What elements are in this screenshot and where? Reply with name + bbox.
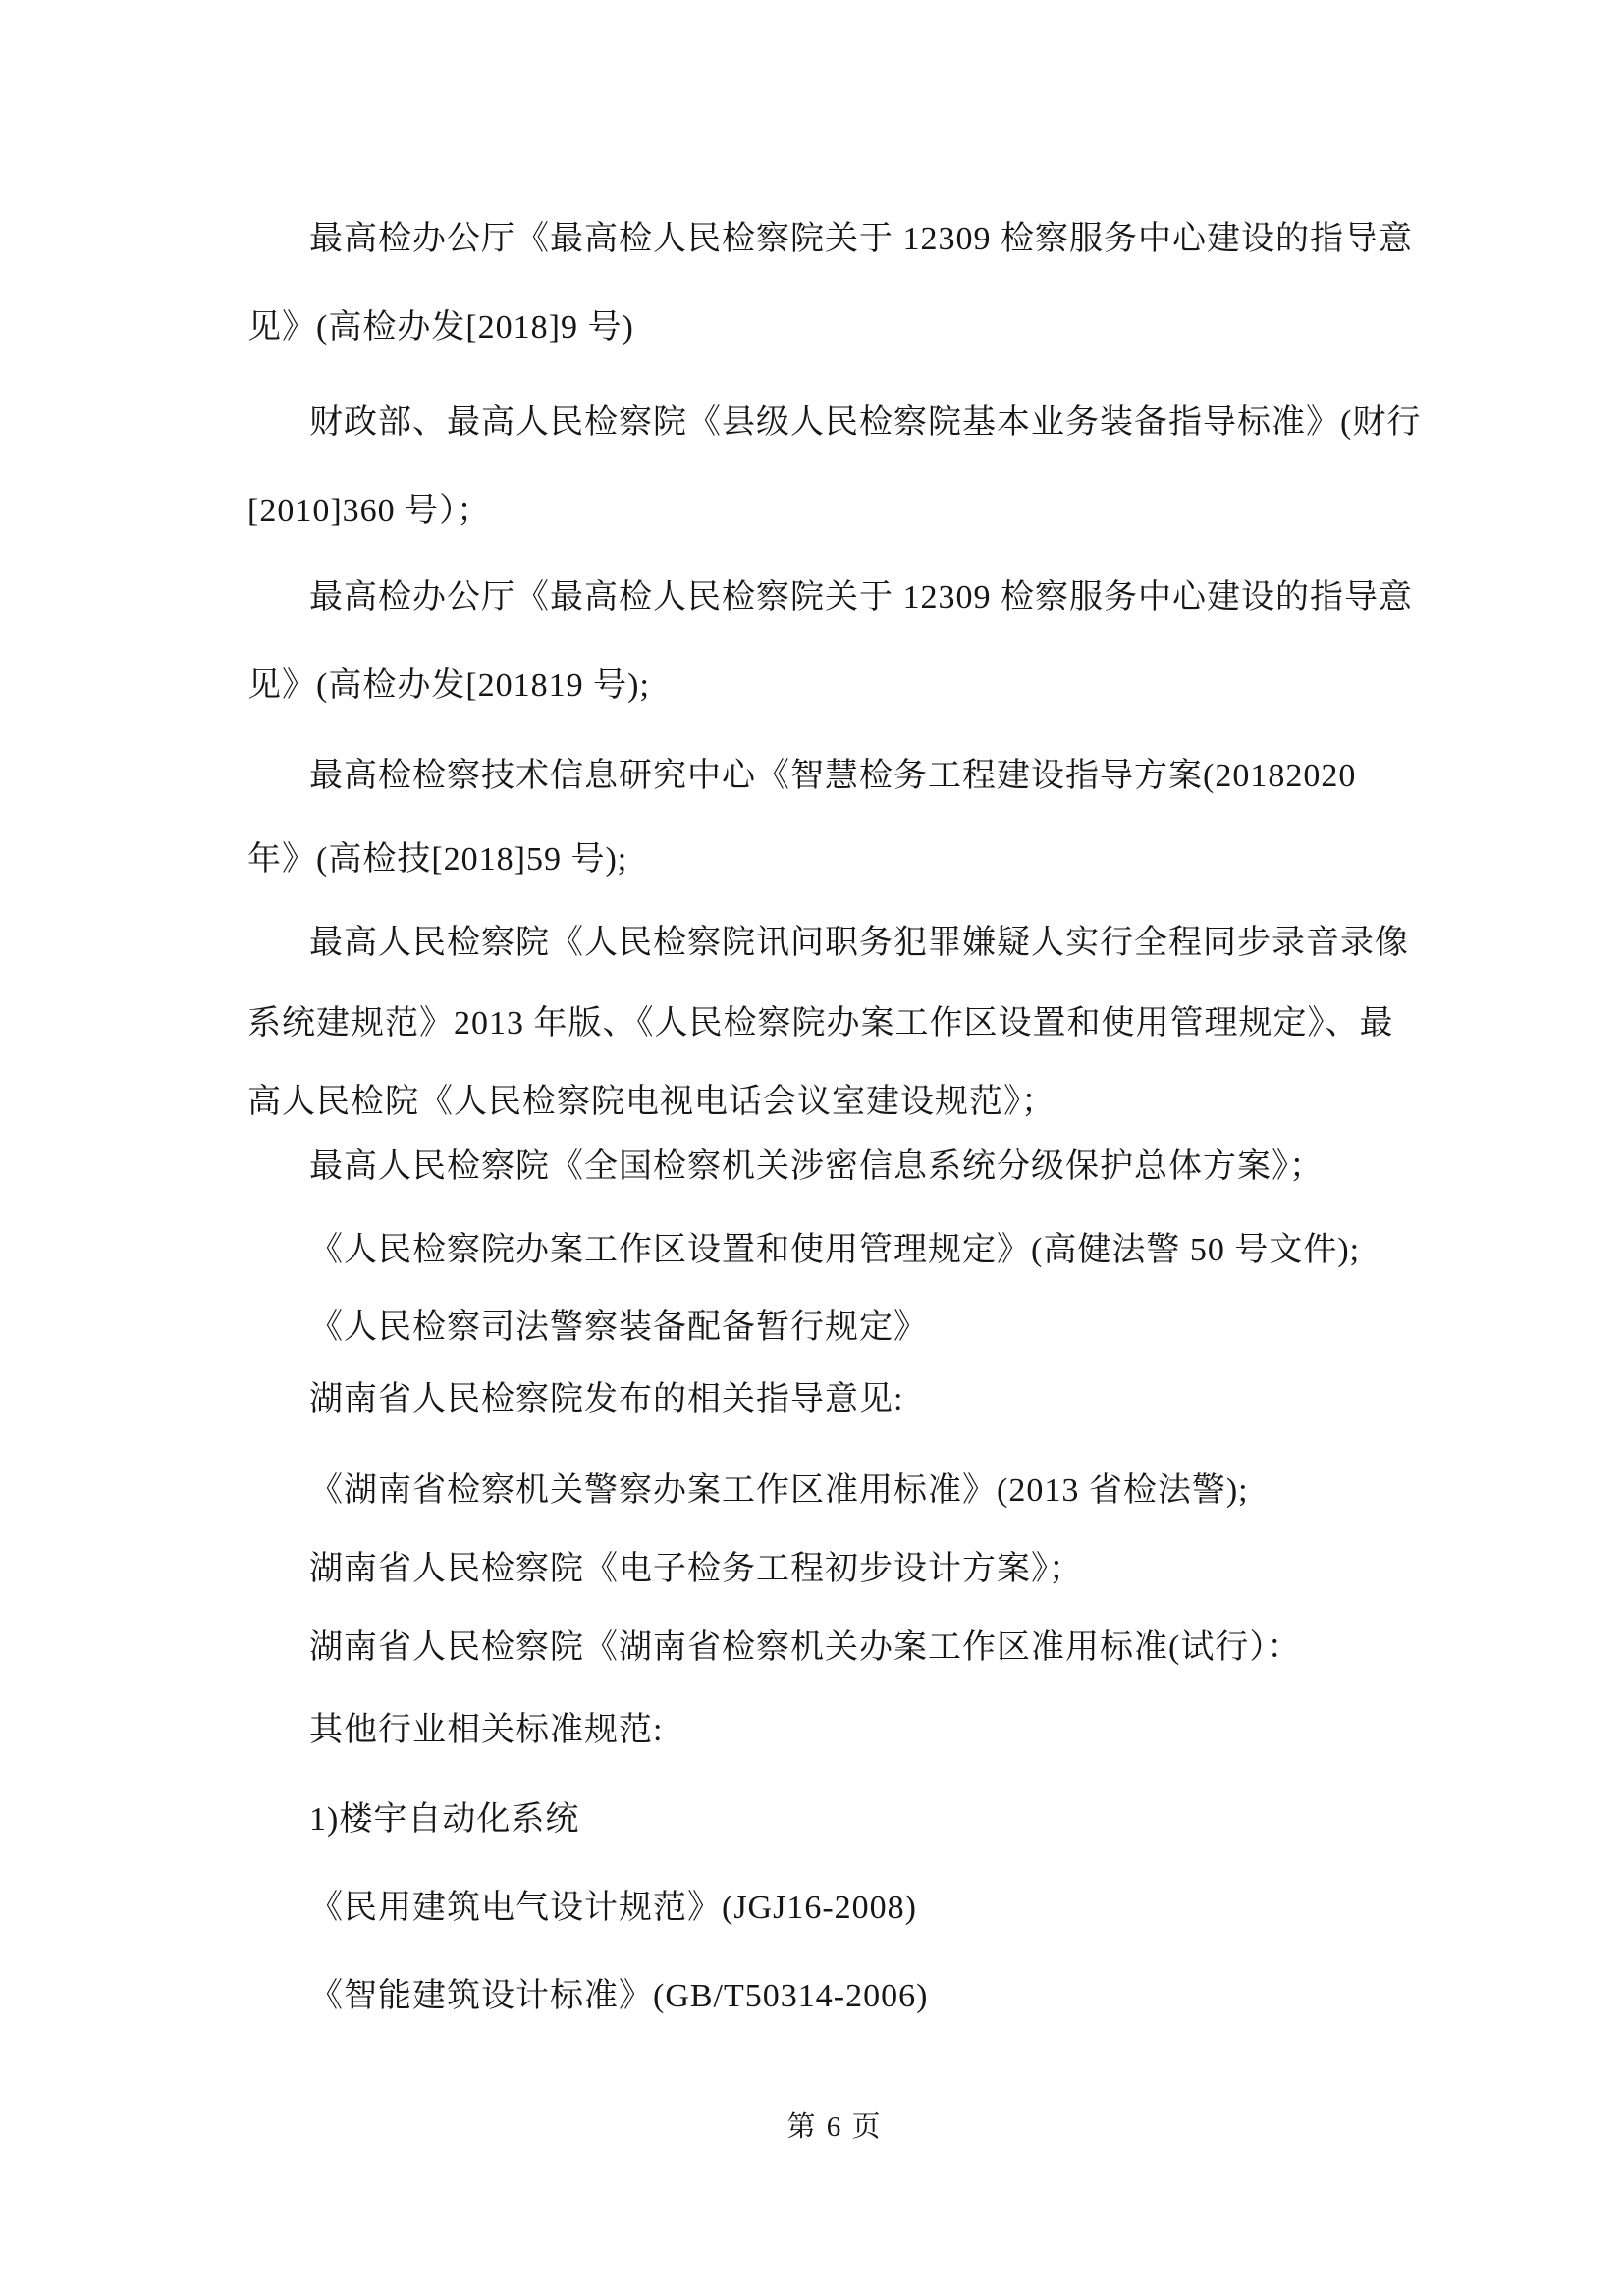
doc-line: 其他行业相关标准规范: bbox=[309, 1712, 664, 1748]
doc-line: 《湖南省检察机关警察办案工作区准用标准》(2013 省检法警); bbox=[309, 1472, 1249, 1509]
doc-line: [2010]360 号）； bbox=[247, 493, 492, 529]
doc-line: 1)楼宇自动化系统 bbox=[309, 1801, 580, 1838]
doc-line: 《民用建筑电气设计规范》(JGJ16-2008) bbox=[309, 1890, 917, 1926]
doc-line: 最高检办公厅《最高检人民检察院关于 12309 检察服务中心建设的指导意 bbox=[309, 579, 1413, 615]
doc-line: 见》(高检办发[201819 号); bbox=[247, 667, 650, 704]
doc-line: 高人民检院《人民检察院电视电话会议室建设规范》； bbox=[247, 1084, 1056, 1120]
doc-line: 最高检办公厅《最高检人民检察院关于 12309 检察服务中心建设的指导意 bbox=[309, 221, 1413, 257]
doc-line: 系统建规范》2013 年版、《人民检察院办案工作区设置和使用管理规定》、最 bbox=[247, 1005, 1394, 1041]
doc-line: 财政部、最高人民检察院《县级人民检察院基本业务装备指导标准》(财行 bbox=[309, 404, 1422, 441]
doc-line: 最高人民检察院《人民检察院讯问职务犯罪嫌疑人实行全程同步录音录像 bbox=[309, 925, 1409, 961]
doc-line: 年》(高检技[2018]59 号); bbox=[247, 841, 628, 878]
doc-line: 《人民检察院办案工作区设置和使用管理规定》(高健法警 50 号文件); bbox=[309, 1232, 1361, 1268]
doc-line: 最高人民检察院《全国检察机关涉密信息系统分级保护总体方案》； bbox=[309, 1148, 1324, 1185]
doc-line: 湖南省人民检察院《湖南省检察机关办案工作区准用标准(试行）： bbox=[309, 1629, 1302, 1666]
doc-line: 《智能建筑设计标准》(GB/T50314-2006) bbox=[309, 1978, 929, 2014]
doc-line: 湖南省人民检察院发布的相关指导意见: bbox=[309, 1381, 904, 1417]
doc-line: 《人民检察司法警察装备配备暂行规定》 bbox=[309, 1309, 928, 1346]
doc-line: 湖南省人民检察院《电子检务工程初步设计方案》； bbox=[309, 1551, 1083, 1587]
page-number: 第 6 页 bbox=[786, 2111, 883, 2143]
doc-line: 最高检检察技术信息研究中心《智慧检务工程建设指导方案(20182020 bbox=[309, 758, 1357, 794]
doc-line: 见》(高检办发[2018]9 号) bbox=[247, 309, 634, 346]
